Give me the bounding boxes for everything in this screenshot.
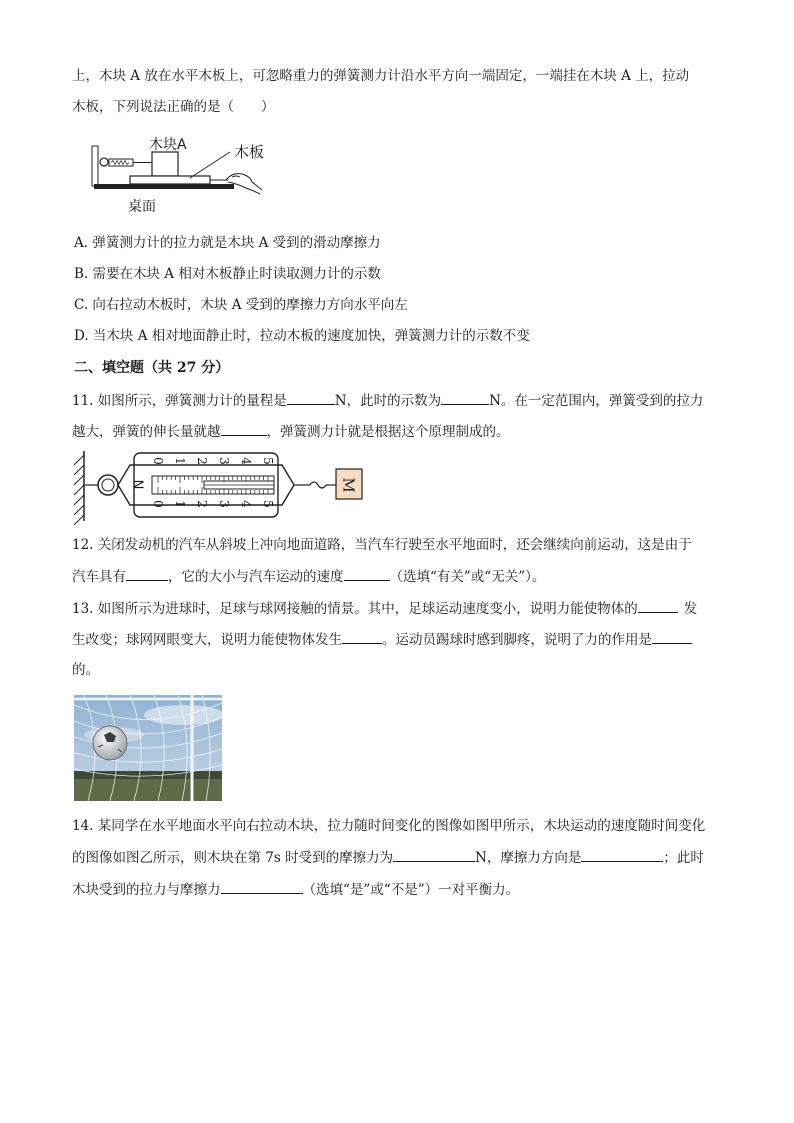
q12-blank-inertia[interactable] <box>126 566 168 581</box>
q14-line-1: 14. 某同学在水平地面水平向右拉动木块，拉力随时间变化的图像如图甲所示，木块运动的速度随时间变化 <box>72 818 706 834</box>
q13-line-3: 的。 <box>72 662 99 678</box>
scale-unit: N <box>129 479 145 490</box>
scale-tick-label: 0 <box>150 500 165 508</box>
option-a: A. 弹簧测力计的拉力就是木块 A 受到的滑动摩擦力 <box>74 235 381 251</box>
option-b: B. 需要在木块 A 相对木板静止时读取测力计的示数 <box>74 266 381 282</box>
q13-blank-mutual[interactable] <box>652 629 692 644</box>
q13-text-c: 生改变；球网网眼变大，说明力能使物体发生 <box>72 632 342 648</box>
scale-tick-label: 5 <box>260 500 275 508</box>
q12-blank-relation[interactable] <box>344 566 390 581</box>
board-label: 木板 <box>234 143 265 161</box>
q11-text-e: ，弹簧测力计就是根据这个原理制成的。 <box>266 424 510 440</box>
q14-text-b: 的图像如图乙所示，则木块在第 7s 时受到的摩擦力为 <box>72 850 394 866</box>
scale-tick-label: 3 <box>216 500 231 508</box>
q11-text-b: N，此时的示数为 <box>334 393 442 409</box>
q13-line-2 <box>72 629 692 650</box>
q14-line-3 <box>72 879 519 900</box>
q11-line-2 <box>72 421 510 442</box>
q14-blank-direction[interactable] <box>581 847 663 862</box>
q12-text-c: ，它的大小与汽车运动的速度 <box>168 569 344 585</box>
q13-blank-deform[interactable] <box>342 629 382 644</box>
intro-line-1: 上，木块 A 放在水平木板上，可忽略重力的弹簧测力计沿水平方向一端固定，一端挂在木块 A 上，拉动 <box>72 68 690 84</box>
soccer-goal-photo <box>74 695 222 801</box>
scale-tick-label: 1 <box>172 500 187 508</box>
q14-blank-friction[interactable] <box>393 847 475 862</box>
block-label: 木块A <box>149 137 187 153</box>
soccer-goal-illustration <box>74 695 222 801</box>
scale-tick-label: 2 <box>194 457 209 465</box>
q14-line-2 <box>72 847 704 868</box>
q11-blank-extension[interactable] <box>221 421 267 436</box>
option-d: D. 当木块 A 相对地面静止时，拉动木板的速度加快，弹簧测力计的示数不变 <box>74 328 530 344</box>
q11-line-1 <box>72 390 703 411</box>
q13-blank-motion[interactable] <box>638 598 678 613</box>
block-board-figure <box>90 128 270 218</box>
q11-text-c: N。在一定范围内，弹簧受到的拉力 <box>489 393 704 409</box>
intro-line-2: 木板，下列说法正确的是（ ） <box>72 99 275 115</box>
q12-line-2 <box>72 566 545 587</box>
q14-text-f: （选填“是”或“不是”）一对平衡力。 <box>302 882 520 898</box>
q11-blank-range[interactable] <box>287 390 335 405</box>
scale-tick-label: 4 <box>238 457 253 465</box>
section-title: 二、填空题（共 27 分） <box>74 360 230 376</box>
scale-tick-label: 2 <box>194 500 209 508</box>
scale-tick-label: 1 <box>172 457 187 465</box>
q12-text-d: （选填“有关”或“无关”）。 <box>389 569 546 585</box>
scale-tick-label: 3 <box>216 457 231 465</box>
q11-text-d: 越大，弹簧的伸长量就越 <box>72 424 221 440</box>
q14-text-d: ；此时 <box>663 850 704 866</box>
q11-blank-reading[interactable] <box>441 390 489 405</box>
mass-label: M <box>339 477 358 493</box>
scale-tick-label: 4 <box>238 500 253 508</box>
q14-blank-balance[interactable] <box>221 879 303 894</box>
q12-text-b: 汽车具有 <box>72 569 126 585</box>
q14-text-e: 木块受到的拉力与摩擦力 <box>72 882 221 898</box>
scale-tick-label: 5 <box>260 457 275 465</box>
q13-text-d: 。运动员踢球时感到脚疼，说明了力的作用是 <box>382 632 652 648</box>
option-c: C. 向右拉动木板时，木块 A 受到的摩擦力方向水平向左 <box>74 297 408 313</box>
q13-text-a: 13. 如图所示为进球时，足球与球网接触的情景。其中，足球运动速度变小，说明力能使物体的 <box>72 601 638 617</box>
q13-text-b: 发 <box>683 601 698 617</box>
q11-text-a: 11. 如图所示，弹簧测力计的量程是 <box>72 393 287 409</box>
q12-line-1: 12. 关闭发动机的汽车从斜坡上冲向地面道路，当汽车行驶至水平地面时，还会继续向前运动，这是由于 <box>72 537 692 553</box>
q14-text-c: N，摩擦力方向是 <box>475 850 582 866</box>
q13-line-1 <box>72 598 697 619</box>
spring-scale-figure <box>70 449 370 525</box>
table-label: 桌面 <box>128 199 156 215</box>
scale-tick-label: 0 <box>150 457 165 465</box>
